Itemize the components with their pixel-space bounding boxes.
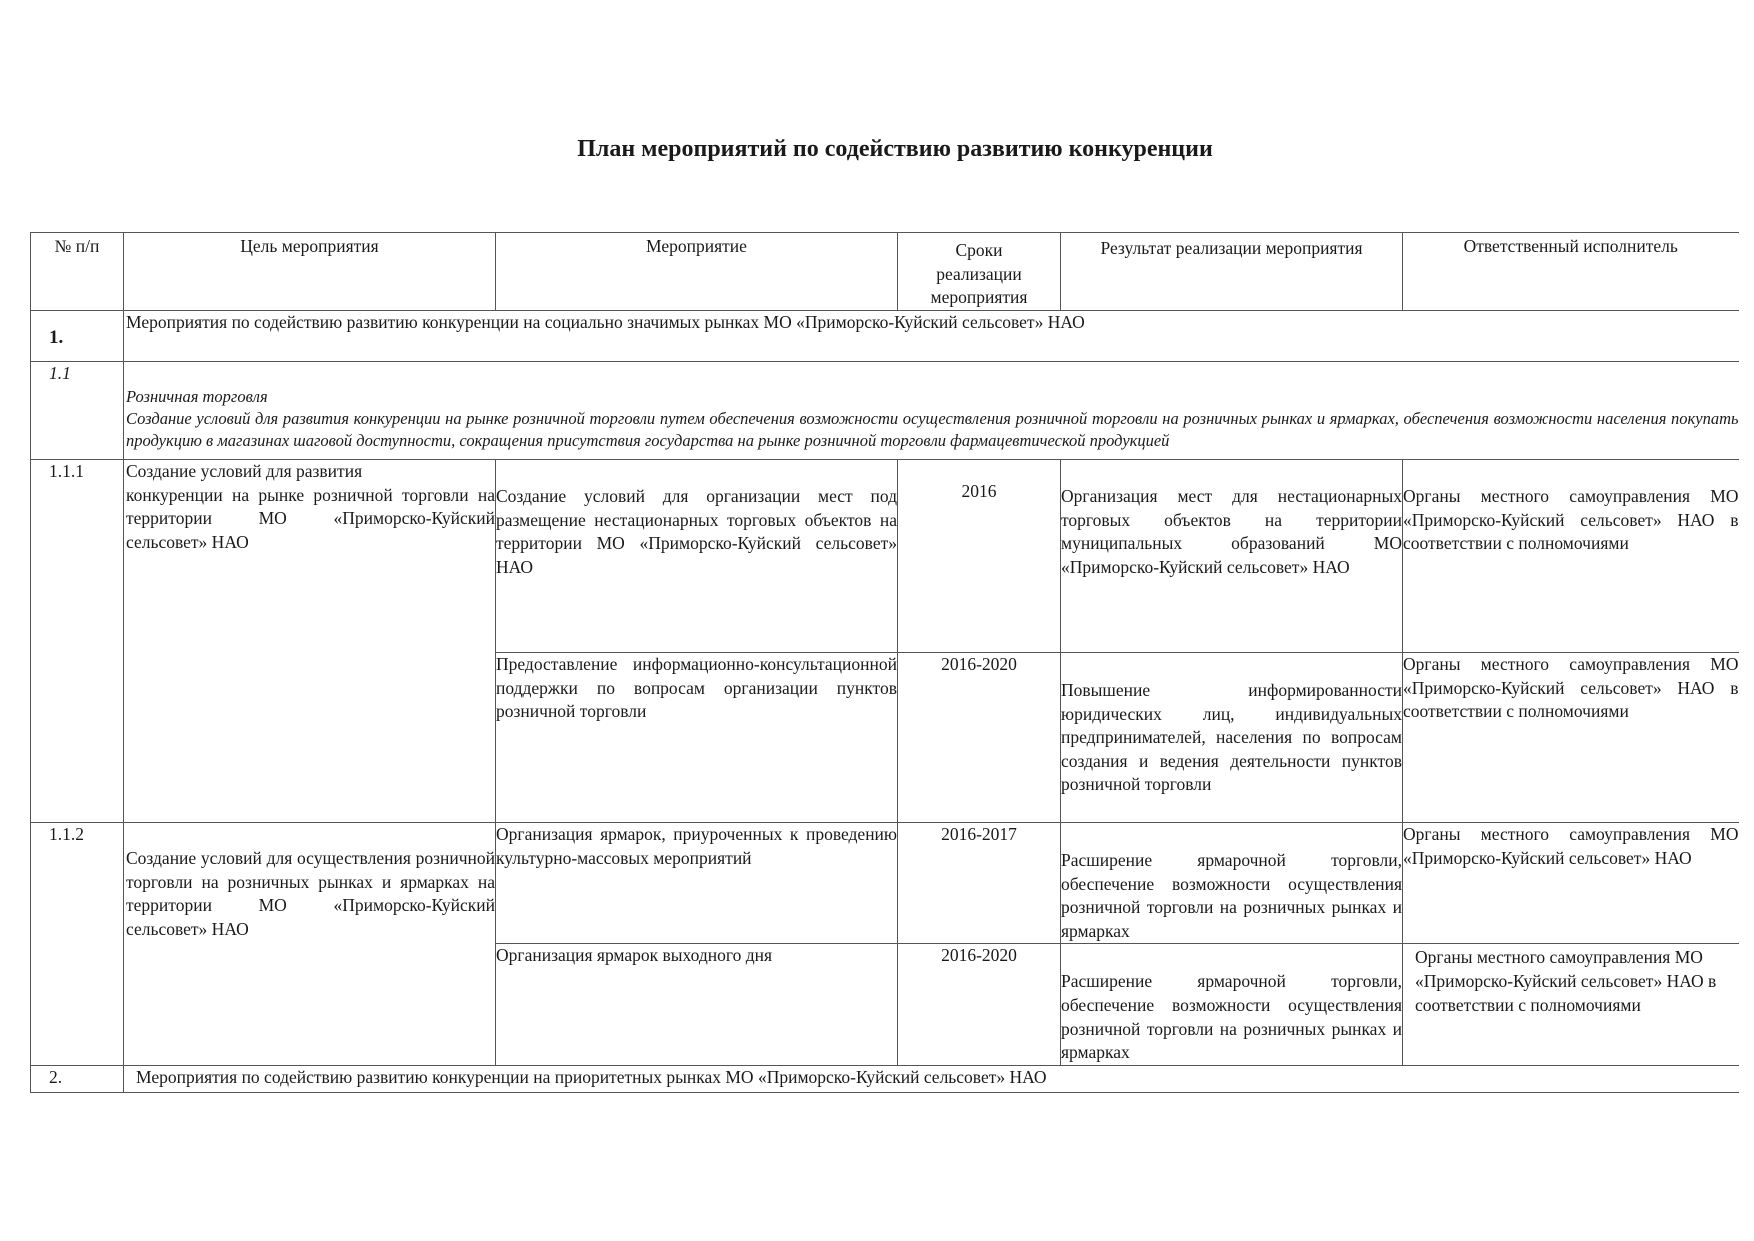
item-1-1-1-responsible-2: Органы местного самоуправления МО «Приморско-Куйский сельсовет» НАО в соответствии с полномочиями: [1403, 652, 1739, 822]
header-goal: Цель мероприятия: [124, 233, 496, 311]
header-result-text: Результат реализации мероприятия: [1100, 238, 1363, 258]
section-1-row: [31, 310, 1739, 361]
item-1-1-2-row-1: [31, 822, 1739, 944]
item-1-1-2-activity-1: Организация ярмарок, приуроченных к проведению культурно-массовых мероприятий: [496, 822, 898, 944]
section-2-row: [31, 1066, 1739, 1093]
item-1-1-2-timing-1: 2016-2017: [898, 822, 1061, 944]
item-1-1-1-timing-1: 2016: [898, 459, 1061, 652]
item-1-1-2-goal: Создание условий для осуществления розничной торговли на розничных рынках и ярмарках на территории МО «Приморско-Куйский сельсовет» НАО: [124, 822, 496, 1066]
subsection-1-1-name: Розничная торговля: [126, 386, 268, 406]
item-1-1-2-activity-2: Организация ярмарок выходного дня: [496, 944, 898, 1066]
header-timing-text: Сроки реализации мероприятия: [930, 240, 1028, 308]
competition-plan-table: [30, 232, 1739, 1093]
item-1-1-2-responsible-1: Органы местного самоуправления МО «Приморско-Куйский сельсовет» НАО: [1403, 822, 1739, 944]
item-1-1-2-responsible-2: Органы местного самоуправления МО «Приморско-Куйский сельсовет» НАО в соответствии с полномочиями: [1403, 944, 1739, 1066]
header-result: [1061, 233, 1403, 311]
item-1-1-1-goal: [124, 459, 496, 822]
header-responsible: Ответственный исполнитель: [1403, 233, 1739, 311]
item-1-1-2-num: 1.1.2: [31, 822, 124, 1066]
item-1-1-1-result-2: Повышение информированности юридических лиц, индивидуальных предпринимателей, населения по вопросам создания и ведения деятельности пунктов розничной торговли: [1061, 652, 1403, 822]
document-title: План мероприятий по содействию развитию конкуренции: [577, 136, 1213, 162]
subsection-1-1-num: 1.1: [31, 361, 124, 459]
subsection-1-1-cell: [124, 361, 1739, 459]
item-1-1-1-activity-1: Создание условий для организации мест под размещение нестационарных торговых объектов на территории МО «Приморско-Куйский сельсовет» НАО: [496, 459, 898, 652]
header-timing: [898, 233, 1061, 311]
item-1-1-1-goal-first: Создание условий для развития: [126, 460, 363, 481]
subsection-1-1-row: [31, 361, 1739, 459]
item-1-1-2-result-1: Расширение ярмарочной торговли, обеспечение возможности осуществления розничной торговли на розничных рынках и ярмарках: [1061, 822, 1403, 944]
section-2-text: Мероприятия по содействию развитию конкуренции на приоритетных рынках МО «Приморско-Куйский сельсовет» НАО: [124, 1066, 1739, 1093]
item-1-1-1-responsible-1: Органы местного самоуправления МО «Приморско-Куйский сельсовет» НАО в соответствии с полномочиями: [1403, 459, 1739, 652]
item-1-1-1-timing-2: 2016-2020: [898, 652, 1061, 822]
table-header-row: [31, 233, 1739, 311]
item-1-1-2-timing-2: 2016-2020: [898, 944, 1061, 1066]
header-activity: Мероприятие: [496, 233, 898, 311]
section-1-text: Мероприятия по содействию развитию конкуренции на социально значимых рынках МО «Приморско-Куйский сельсовет» НАО: [124, 310, 1739, 361]
item-1-1-1-goal-rest: конкуренции на рынке розничной торговли на территории МО «Приморско-Куйский сельсовет» НАО: [126, 484, 495, 552]
subsection-1-1-description: Создание условий для развития конкуренции на рынке розничной торговли путем обеспечения возможности осуществления розничной торговли на розничных рынках и ярмарках, обеспечения возможности населения покупать продукцию в магазинах шаговой доступности, сокращения присутствия государства на рынке розничной торговли фармацевтической продукцией: [126, 409, 1739, 451]
item-1-1-1-result-1: Организация мест для нестационарных торговых объектов на территории муниципальных образований МО «Приморско-Куйский сельсовет» НАО: [1061, 459, 1403, 652]
item-1-1-1-activity-2: Предоставление информационно-консультационной поддержки по вопросам организации пунктов розничной торговли: [496, 652, 898, 822]
item-1-1-2-result-2: Расширение ярмарочной торговли, обеспечение возможности осуществления розничной торговли на розничных рынках и ярмарках: [1061, 944, 1403, 1066]
item-1-1-1-num: 1.1.1: [31, 459, 124, 822]
section-2-num: 2.: [31, 1066, 124, 1093]
item-1-1-1-row-1: [31, 459, 1739, 652]
header-num: № п/п: [31, 233, 124, 311]
section-1-num: 1.: [31, 310, 124, 361]
